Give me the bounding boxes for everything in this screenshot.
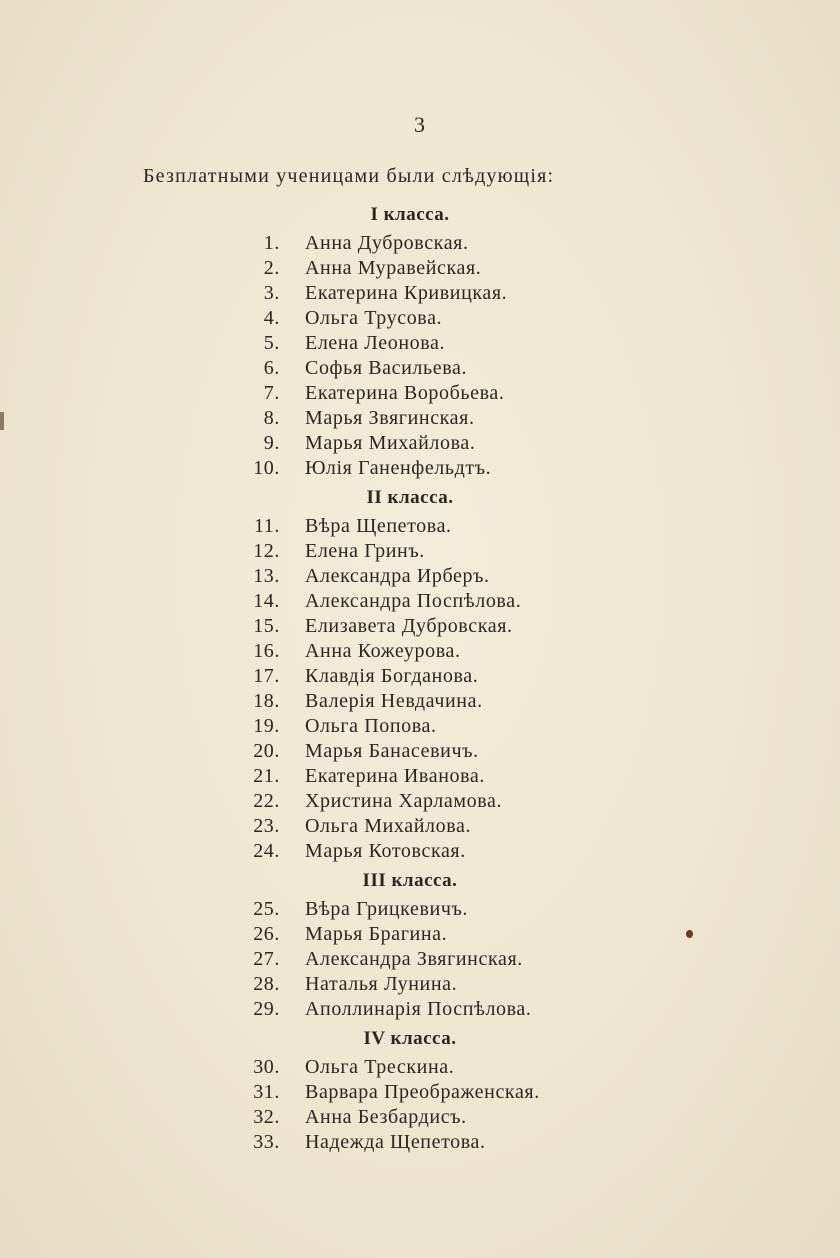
list-item [0,356,840,381]
section-heading: III класса. [362,870,458,891]
list-item [0,922,840,947]
list-item [0,306,840,331]
list-item [0,839,840,864]
entry-number: 8. [263,407,280,429]
student-name: Александра Поспѣлова. [305,590,522,612]
entry-number: 15. [253,615,280,637]
student-name: Христина Харламова. [305,790,503,812]
entry-number: 26. [253,923,280,945]
student-name: Екатерина Иванова. [305,765,485,787]
student-name: Марья Брагина. [305,923,448,945]
entry-number: 4. [263,307,280,329]
list-item [0,997,840,1022]
entry-number: 10. [253,457,280,479]
student-name: Марья Котовская. [305,840,466,862]
list-item [0,456,840,481]
class-sections [0,198,840,1155]
student-name: Елена Гринъ. [305,540,425,562]
list-item [0,714,840,739]
student-name: Варвара Преображенская. [305,1081,540,1103]
list-item [0,1105,840,1130]
entry-number: 28. [253,973,280,995]
student-name: Вѣра Грицкевичъ. [305,898,469,920]
student-name: Марья Звягинская. [305,407,475,429]
list-item [0,947,840,972]
student-name: Анна Муравейская. [305,257,482,279]
entry-number: 21. [253,765,280,787]
student-name: Надежда Щепетова. [305,1131,486,1153]
entry-number: 13. [253,565,280,587]
section-heading: IV класса. [363,1028,457,1049]
student-name: Аполлинарія Поспѣлова. [305,998,532,1020]
entry-number: 17. [253,665,280,687]
entry-number: 9. [263,432,280,454]
ink-stain [686,930,693,938]
entry-number: 7. [263,382,280,404]
student-name: Марья Михайлова. [305,432,476,454]
entry-number: 32. [253,1106,280,1128]
student-name: Юлія Ганенфельдтъ. [305,457,492,479]
list-item [0,431,840,456]
student-name: Александра Ирберъ. [305,565,490,587]
list-item [0,564,840,589]
student-name: Клавдія Богданова. [305,665,479,687]
section-heading: I класса. [370,204,450,225]
list-item [0,972,840,997]
entry-number: 19. [253,715,280,737]
list-item [0,789,840,814]
entry-number: 1. [263,232,280,254]
student-name: Ольга Трусова. [305,307,443,329]
entry-number: 33. [253,1131,280,1153]
list-item [0,1130,840,1155]
entry-number: 16. [253,640,280,662]
entry-number: 12. [253,540,280,562]
entry-number: 29. [253,998,280,1020]
student-name: Елена Леонова. [305,332,446,354]
entry-number: 27. [253,948,280,970]
student-name: Екатерина Кривицкая. [305,282,508,304]
list-item [0,897,840,922]
entry-number: 2. [263,257,280,279]
list-item [0,281,840,306]
list-item [0,814,840,839]
student-name: Анна Дубровская. [305,232,469,254]
list-item [0,231,840,256]
student-name: Ольга Попова. [305,715,437,737]
student-name: Екатерина Воробьева. [305,382,505,404]
entry-number: 22. [253,790,280,812]
student-name: Анна Кожеурова. [305,640,461,662]
entry-number: 18. [253,690,280,712]
list-item [0,381,840,406]
list-item [0,664,840,689]
entry-number: 23. [253,815,280,837]
list-item [0,764,840,789]
entry-number: 11. [253,515,280,537]
student-name: Ольга Михайлова. [305,815,472,837]
section-heading: II класса. [366,487,454,508]
entry-number: 3. [263,282,280,304]
page-number: 3 [414,112,426,137]
entry-number: 30. [253,1056,280,1078]
student-name: Софья Васильева. [305,357,468,379]
entry-number: 20. [253,740,280,762]
list-item [0,514,840,539]
student-name: Вѣра Щепетова. [305,515,452,537]
list-item [0,331,840,356]
entry-number: 5. [263,332,280,354]
list-item [0,689,840,714]
list-item [0,406,840,431]
student-name: Наталья Лунина. [305,973,458,995]
list-item [0,589,840,614]
entry-number: 6. [263,357,280,379]
student-name: Елизавета Дубровская. [305,615,513,637]
entry-number: 24. [253,840,280,862]
list-item [0,1080,840,1105]
student-name: Валерія Невдачина. [305,690,483,712]
list-item [0,256,840,281]
list-item [0,1055,840,1080]
student-name: Анна Безбардисъ. [305,1106,467,1128]
student-name: Марья Банасевичъ. [305,740,479,762]
intro-line: Безплатными ученицами были слѣдующія: [143,165,555,187]
list-item [0,539,840,564]
entry-number: 14. [253,590,280,612]
list-item [0,614,840,639]
list-item [0,639,840,664]
list-item [0,739,840,764]
entry-number: 25. [253,898,280,920]
student-name: Ольга Трескина. [305,1056,455,1078]
entry-number: 31. [253,1081,280,1103]
student-name: Александра Звягинская. [305,948,523,970]
